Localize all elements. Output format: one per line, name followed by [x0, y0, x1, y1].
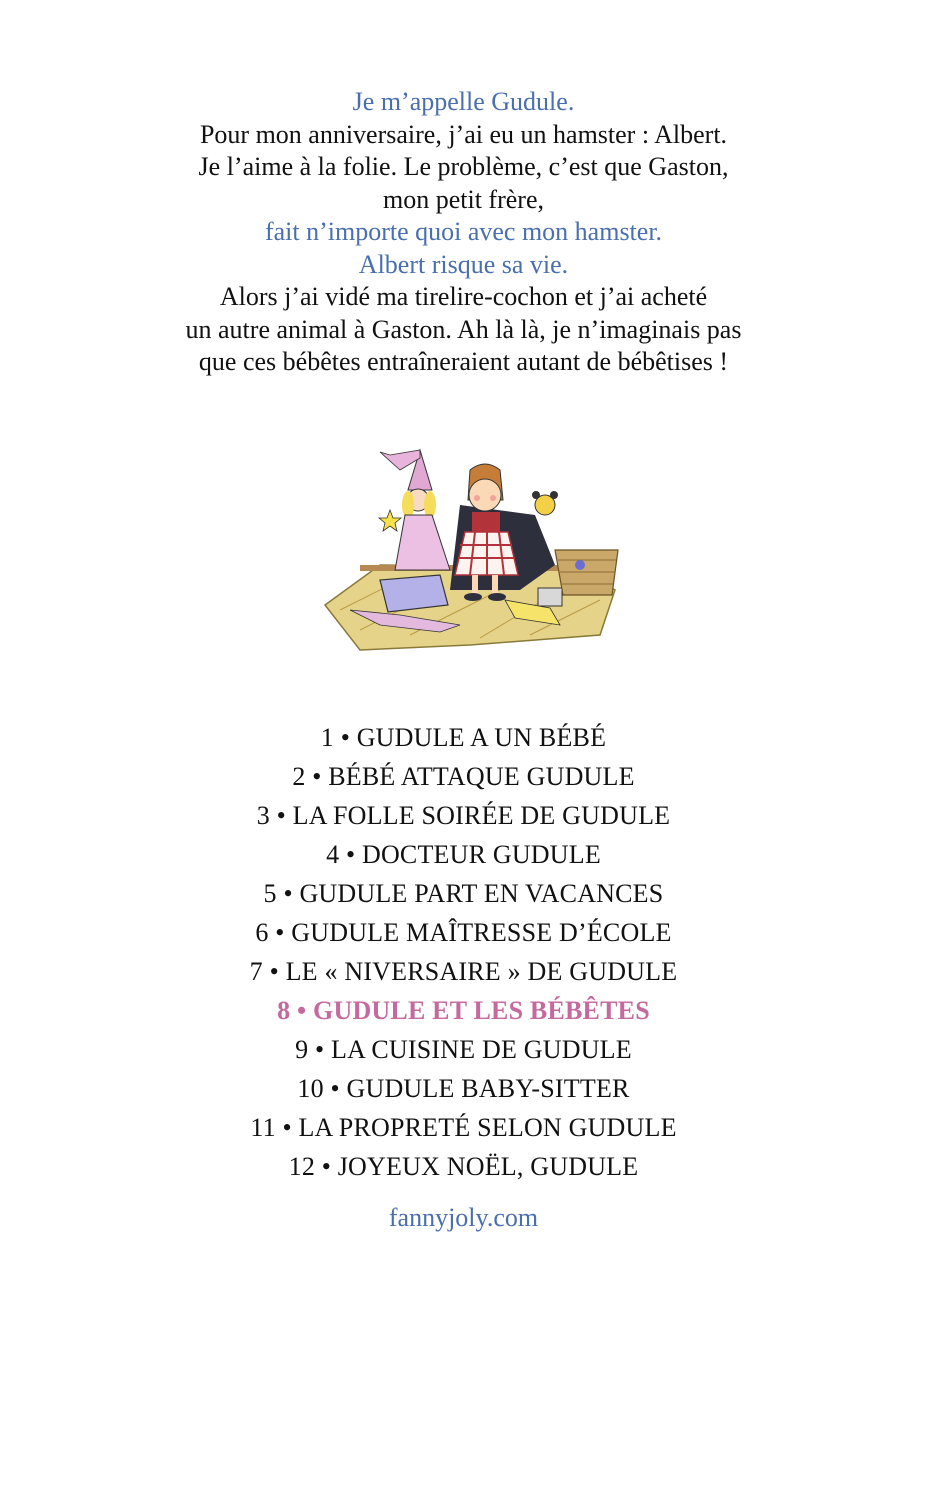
series-title-item: 7 • LE « NIVERSAIRE » DE GUDULE [249, 957, 678, 986]
series-title-item: 1 • GUDULE A UN BÉBÉ [320, 723, 607, 752]
blurb-line: mon petit frère, [383, 184, 544, 214]
illustration-icon [320, 440, 620, 660]
blurb-line: Je l’aime à la folie. Le problème, c’est que Gaston, [198, 152, 729, 181]
series-title-item: 5 • GUDULE PART EN VACANCES [263, 879, 664, 908]
blurb-line: que ces bébêtes entraîneraient autant de bébêtises ! [198, 347, 729, 376]
blurb-line: Pour mon anniversaire, j’ai eu un hamster : Albert. [199, 119, 728, 149]
series-title-item: 9 • LA CUISINE DE GUDULE [295, 1035, 632, 1064]
series-title-current: 8 • GUDULE ET LES BÉBÊTES [277, 996, 650, 1025]
blurb-line: fait n’importe quoi avec mon hamster. [264, 217, 663, 246]
series-title-item: 3 • LA FOLLE SOIRÉE DE GUDULE [256, 801, 671, 830]
gudule-illustration [320, 440, 620, 660]
series-title-item: 11 • LA PROPRETÉ SELON GUDULE [250, 1113, 677, 1142]
series-title-list [0, 718, 927, 1186]
series-title-item: 2 • BÉBÉ ATTAQUE GUDULE [292, 762, 635, 791]
blurb-line: un autre animal à Gaston. Ah là là, je n’imaginais pas [185, 314, 742, 344]
series-title-item: 10 • GUDULE BABY-SITTER [297, 1074, 630, 1103]
blurb-line: Albert risque sa vie. [358, 249, 569, 279]
blurb-line: Alors j’ai vidé ma tirelire-cochon et j’ai acheté [219, 282, 708, 311]
blurb-line: Je m’appelle Gudule. [352, 87, 575, 116]
website-link[interactable]: fannyjoly.com [388, 1203, 539, 1232]
series-title-item: 4 • DOCTEUR GUDULE [326, 840, 601, 869]
back-cover-blurb [0, 86, 927, 379]
series-title-item: 6 • GUDULE MAÎTRESSE D’ÉCOLE [255, 918, 672, 947]
series-title-item: 12 • JOYEUX NOËL, GUDULE [288, 1152, 639, 1181]
